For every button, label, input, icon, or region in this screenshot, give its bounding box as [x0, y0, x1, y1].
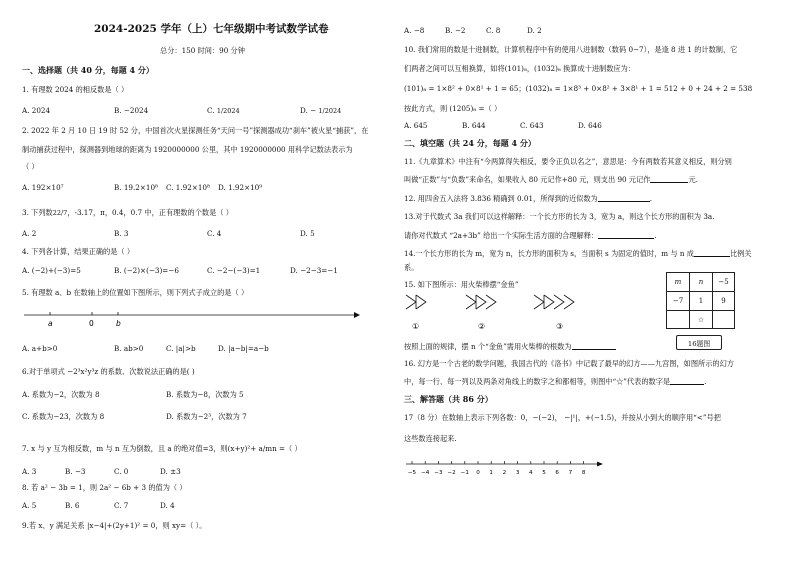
q17-axis-arrow	[597, 462, 603, 467]
q9-option-d: D. 2	[527, 26, 542, 35]
q16-answer-blank[interactable]	[670, 376, 704, 385]
q17-tick-label: 7	[568, 470, 573, 476]
q17-number-line	[404, 456, 604, 478]
q5-label-b: b	[116, 319, 121, 328]
q5-stem: 5. 有理数 a、b 在数轴上的位置如下图所示，则下列式子成立的是（ ）	[22, 288, 249, 297]
q17-tick-label: −5	[407, 470, 417, 476]
q2-option-a: A. 192×10⁷	[22, 183, 64, 192]
q17-tick-label: 4	[529, 470, 533, 476]
q5-option-c: C. |a|>b	[166, 344, 196, 353]
section-choice-title: 一、选择题（共 40 分，每题 4 分）	[22, 65, 154, 75]
magic-cell: −7	[666, 291, 690, 311]
q7-option-b: B. −3	[65, 467, 86, 476]
q3-option-a: A. 2	[22, 229, 37, 238]
magic-cell: n	[689, 272, 713, 292]
q15-line2: 按照上面的规律，摆 n 个“金鱼”需用火柴棒的根数为	[404, 341, 616, 352]
q10-option-a: A. 645	[404, 121, 428, 130]
magic-cell: 9	[712, 291, 735, 311]
q6-option-d: D. 系数为−2³，次数为 7	[166, 412, 247, 421]
q8-stem: 8. 若 a² − 3b = 1，则 2a² − 6b + 3 的值为（ ）	[22, 483, 187, 492]
q10-option-d: D. 646	[578, 121, 602, 130]
fish-label-2: ②	[478, 322, 486, 331]
q16-line2: 中，每一行、每一列以及两条对角线上的数字之和都相等，则图中“☆”代表的数字是 .	[404, 377, 707, 386]
q1-option-b: B. −2024	[114, 106, 149, 115]
magic-cell: 1	[689, 291, 713, 311]
section-fill-title: 二、填空题（共 24 分，每题 4 分）	[404, 138, 536, 148]
q5-label-a: a	[48, 319, 53, 328]
q2-option-b: B. 19.2×10⁸	[114, 183, 158, 192]
q1-option-c: C. 1/2024	[207, 106, 240, 115]
q4-option-a: A. (−2)+(−3)=5	[22, 266, 81, 275]
q9-option-b: B. −2	[445, 26, 466, 35]
q10-line3: (101)₈ = 1×8² + 0×8¹ + 1 = 65；(1032)₈ = 1×8³ + 0×8² + 3×8¹ + 1 = 512 + 0 + 24 + 2 = 538	[404, 84, 753, 93]
q10-line2: 们两者之间可以互相换算，如将(101)₈，(1032)₈ 换算成十进制数应为：	[404, 64, 635, 73]
q1-d-fraction: 1/2024	[318, 107, 342, 115]
q17-tick-label: 5	[542, 470, 546, 476]
q1-c-fraction: 1/2024	[216, 107, 240, 115]
q2-line2: 制动捕获过程中，探测器到地球的距离为 1920000000 公里，其中 1920000000 用科学记数法表示为	[22, 145, 353, 154]
q17-tick-label: 2	[502, 470, 507, 476]
q17-tick-label: 8	[581, 470, 586, 476]
q16-line1: 16. 幻方是一个古老的数学问题，我国古代的《洛书》中记载了最早的幻方——九宫图，如图所示的幻方	[404, 359, 734, 368]
q5-label-0: 0	[89, 319, 94, 328]
q4-option-d: D. −2−3=−1	[290, 266, 338, 275]
q13-line1: 13.对于代数式 3a 我们可以这样解释：一个长方形的长为 3，宽为 a，则这个长方形的面积为 3a.	[404, 212, 715, 221]
exam-meta: 总分：150 时间：90 分钟	[160, 46, 245, 55]
q10-line4: 按此方式，则 (1205)₈ =（ ）	[404, 104, 502, 113]
q1-option-a: A. 2024	[22, 106, 51, 115]
magic-cell: m	[666, 272, 690, 292]
q6-stem: 6.对于单项式 −2³x²y³z 的系数、次数说法正确的是( )	[22, 367, 195, 376]
q13-line2: 请你对代数式 “2a+3b” 给出一个实际生活方面的合理解释： .	[404, 231, 657, 240]
q2-option-d: D. 1.92×10⁹	[218, 183, 263, 192]
q3-option-b: B. 3	[114, 229, 129, 238]
q14-line2: 系。	[404, 263, 419, 272]
section-answer-title: 三、解答题（共 86 分）	[404, 394, 493, 404]
fish-1	[406, 295, 426, 309]
q17-tick-label: 0	[476, 470, 480, 476]
q2-line1: 2. 2022 年 2 月 10 日 19 时 52 分，中国首次火星探测任务“天问一号”探测器成功“刹车”被火星“捕获”，在	[22, 126, 369, 135]
q6-option-a: A. 系数为−2，次数为 8	[22, 390, 100, 399]
q3-stem: 3. 下列数22/7，-3.17，π，0.4，0.7 中，正有理数的个数是（ ）	[22, 208, 233, 217]
q4-option-b: B. (−2)×(−3)=−6	[114, 266, 179, 275]
q8-option-b: B. 6	[65, 501, 80, 510]
q15-answer-blank[interactable]	[572, 341, 616, 350]
q10-option-c: C. 643	[520, 121, 544, 130]
q3-option-d: D. 5	[300, 229, 315, 238]
q17-tick-label: 6	[555, 470, 559, 476]
q11-answer-blank[interactable]	[650, 174, 688, 183]
q12-answer-blank[interactable]	[598, 193, 650, 202]
q11-line1: 11.《九章算术》中注有“今两算得失相反，要令正负以名之”，意思是：今有两数若其意义相反，则分别	[404, 157, 732, 166]
magic-square	[666, 272, 735, 329]
fish-label-3: ③	[556, 322, 564, 331]
q17-tick-label: −3	[434, 470, 443, 476]
q14-line1: 14.一个长方形的长为 m，宽为 n，长方形的面积为 s，当面积 s 为固定的值时，m 与 n 成 比例关	[404, 249, 752, 258]
magic-cell	[712, 310, 735, 329]
q12-stem: 12. 用四舍五入法将 3.836 精确到 0.01，所得到的近似数为 .	[404, 194, 653, 203]
q3-option-c: C. 4	[207, 229, 222, 238]
q8-option-a: A. 5	[22, 501, 37, 510]
q9-option-c: C. 8	[486, 26, 501, 35]
q8-option-c: C. 7	[114, 501, 129, 510]
q15-stem: 15. 如下图所示：用火柴棒摆“金鱼”	[404, 280, 519, 289]
q5-axis-arrow	[354, 312, 360, 318]
q1-stem: 1. 有理数 2024 的相反数是（ ）	[22, 85, 129, 94]
fish-3	[534, 295, 574, 309]
q17-tick-label: −2	[447, 470, 456, 476]
q5-option-d: D. |a−b|=a−b	[218, 344, 269, 353]
q7-option-c: C. 0	[114, 467, 129, 476]
magic-cell	[666, 310, 690, 329]
q11-line2: 叫做“正数”与“负数”来命名，如果收入 80 元记作+80 元，则支出 90 元记作 元.	[404, 175, 698, 184]
magic-caption: 16题图	[676, 335, 722, 350]
q17-line2: 这些数连接起来.	[404, 434, 457, 443]
q17-line1: 17（8 分）在数轴上表示下列各数：0，−(−2)， −|¹|，+(−1.5)，并按从小到大的顺序用“<”号把	[404, 413, 721, 422]
q17-tick-label: −4	[421, 470, 430, 476]
q14-answer-blank[interactable]	[694, 248, 730, 257]
q7-stem: 7. x 与 y 互为相反数，m 与 n 互为倒数，且 a 的绝对值=3，则(x+y)²+ a/mn =（ ）	[22, 444, 302, 453]
q10-option-b: B. 644	[462, 121, 486, 130]
q9-option-a: A. −8	[404, 26, 425, 35]
q8-option-d: D. 4	[160, 501, 175, 510]
fish-label-1: ①	[412, 322, 420, 331]
q4-option-c: C. −2−(−3)=1	[207, 266, 261, 275]
fish-2	[466, 295, 496, 309]
q1-option-d: D. − 1/2024	[300, 106, 342, 115]
q17-tick-label: 1	[489, 470, 493, 476]
q5-option-b: B. ab>0	[114, 344, 144, 353]
q2-option-c: C. 1.92×10⁸	[166, 183, 210, 192]
q6-option-c: C. 系数为−23，次数为 8	[22, 412, 105, 421]
q17-tick-label: −1	[460, 470, 469, 476]
q7-option-a: A. 3	[22, 467, 37, 476]
q17-tick-label: 3	[515, 470, 520, 476]
magic-cell: ☆	[689, 310, 713, 329]
q3-fraction: 22/7	[52, 209, 68, 217]
q10-line1: 10. 我们常用的数是十进制数，计算机程序中有的使用八进制数（数码 0−7），是逢 8 进 1 的计数制，它	[404, 45, 738, 54]
q7-option-d: D. ±3	[160, 467, 181, 476]
magic-cell: −5	[712, 272, 735, 292]
q5-option-a: A. a+b>0	[22, 344, 58, 353]
q2-line3: （ ）	[22, 162, 39, 171]
q4-stem: 4. 下列各计算，结果正确的是（ ）	[22, 247, 135, 256]
q15-fish-figure	[404, 291, 644, 333]
q6-option-b: B. 系数为−8，次数为 5	[166, 390, 244, 399]
q13-answer-blank[interactable]	[598, 230, 654, 239]
q9-stem: 9.若 x、y 满足关系 |x−4|+(2y+1)² = 0，则 xy=（ ）。	[22, 521, 207, 530]
q5-number-line	[22, 308, 362, 332]
page-title: 2024-2025 学年（上）七年级期中考试数学试卷	[94, 23, 329, 35]
